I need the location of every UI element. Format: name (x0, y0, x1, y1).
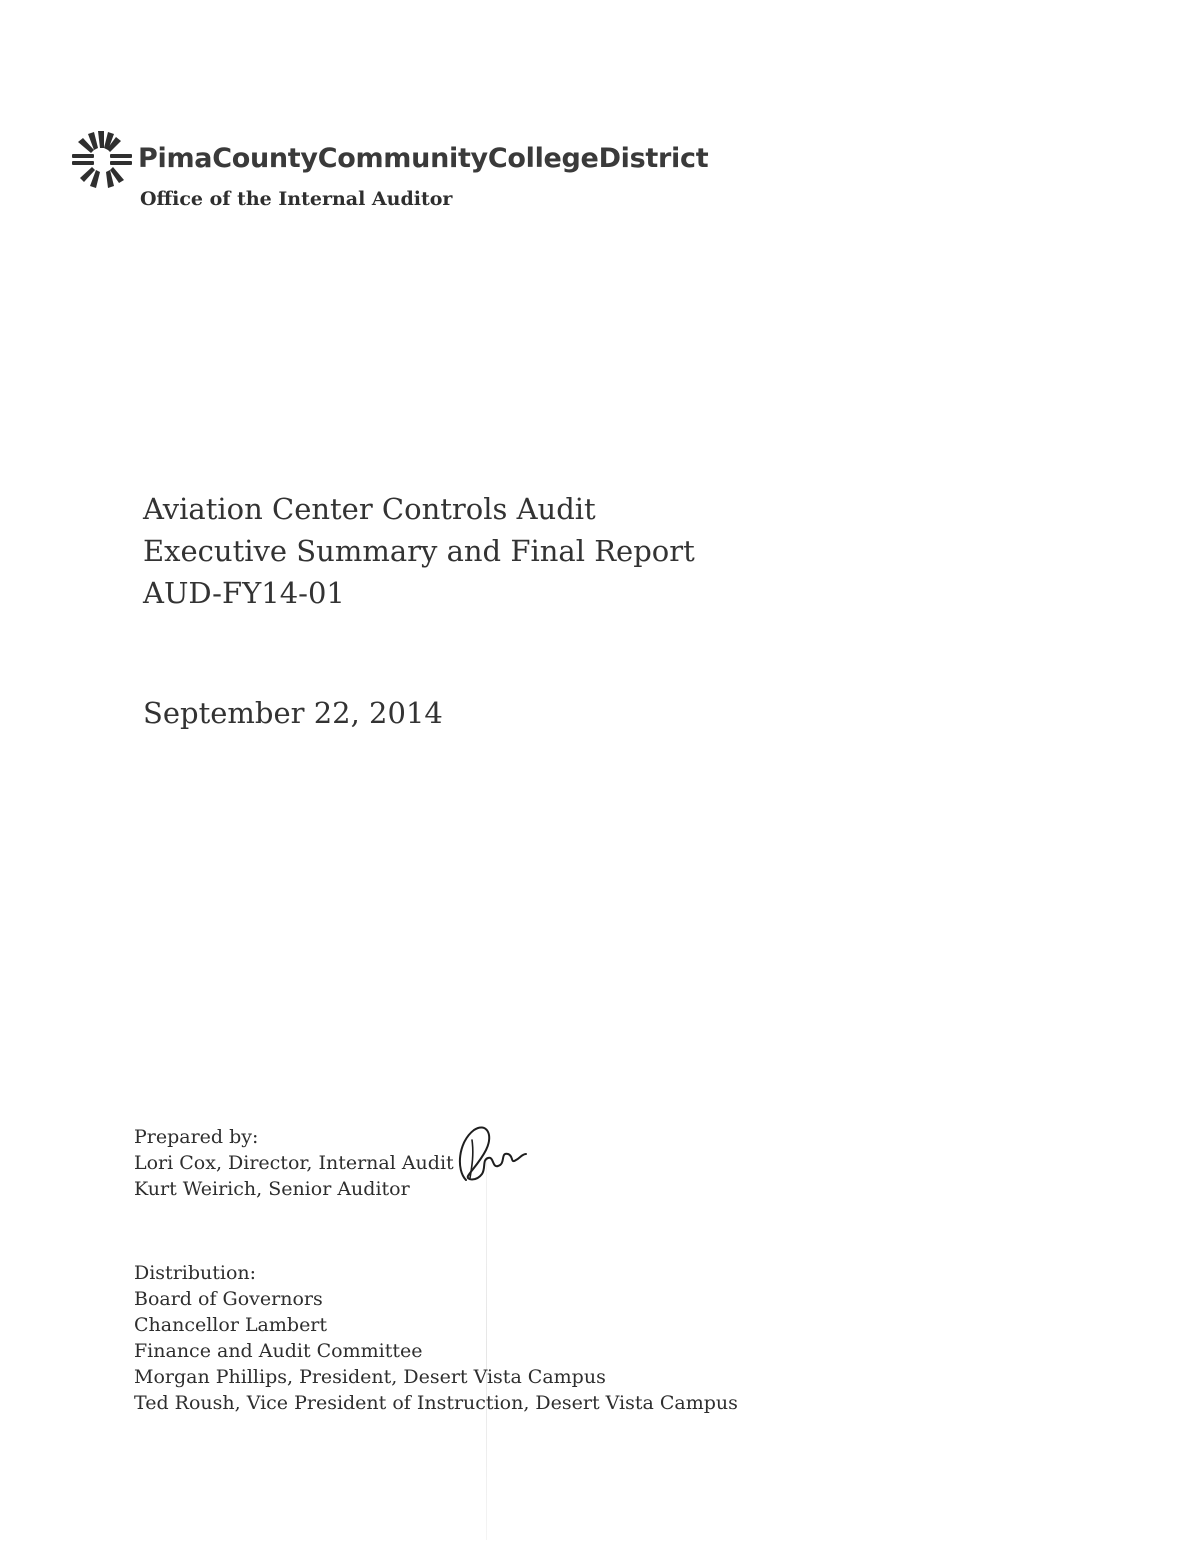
distribution-label: Distribution: (134, 1262, 257, 1284)
distribution-recipient: Board of Governors (134, 1288, 323, 1310)
distribution-recipient: Chancellor Lambert (134, 1314, 328, 1336)
preparer-name: Kurt Weirich, Senior Auditor (134, 1178, 410, 1200)
pima-logo-icon (70, 128, 134, 192)
logo-row (70, 128, 708, 192)
report-subtitle: Executive Summary and Final Report (143, 534, 695, 568)
prepared-by-section (134, 1124, 454, 1202)
distribution-section (134, 1260, 738, 1416)
preparer-name: Lori Cox, Director, Internal Audit (134, 1152, 454, 1174)
signature-icon (452, 1120, 528, 1188)
distribution-recipient: Morgan Phillips, President, Desert Vista Campus (134, 1366, 606, 1388)
report-id: AUD-FY14-01 (143, 576, 345, 610)
distribution-recipient: Finance and Audit Committee (134, 1340, 423, 1362)
prepared-by-label: Prepared by: (134, 1126, 259, 1148)
office-name: Office of the Internal Auditor (140, 188, 453, 210)
report-date: September 22, 2014 (143, 696, 443, 730)
report-title: Aviation Center Controls Audit (143, 492, 596, 526)
page-header (70, 128, 708, 210)
distribution-recipient: Ted Roush, Vice President of Instruction, Desert Vista Campus (134, 1392, 738, 1414)
report-title-block (143, 488, 695, 614)
organization-name: PimaCountyCommunityCollegeDistrict (138, 142, 709, 174)
